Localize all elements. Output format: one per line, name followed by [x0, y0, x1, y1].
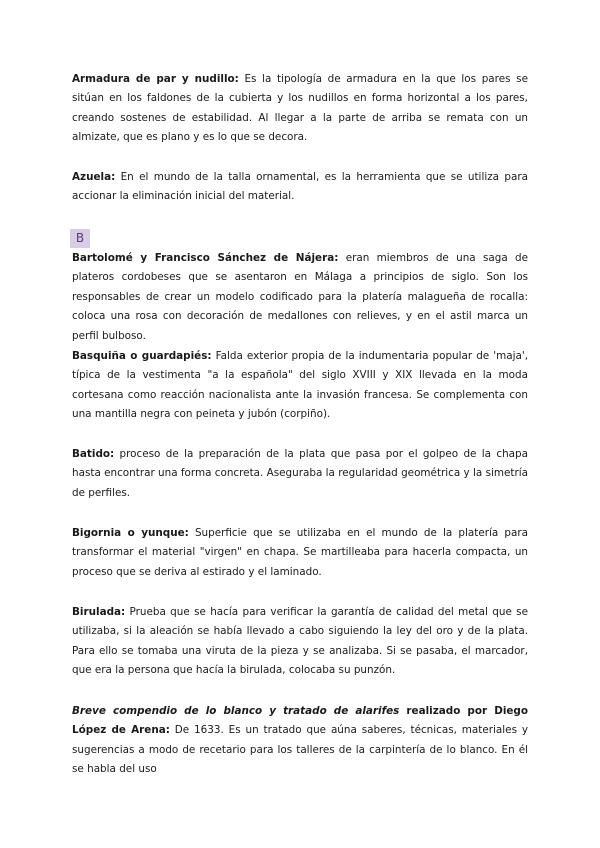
entry-term: Azuela: — [72, 171, 116, 183]
entry-term: Basquiña o guardapiés: — [72, 350, 212, 362]
entry-definition: De 1633. Es un tratado que aúna saberes, técnicas, materiales y sugerencias a modo de recetario para los talleres de la carpintería de lo blanco. En él se habla del uso — [72, 724, 528, 776]
glossary-entry-breve-compendio — [72, 702, 528, 780]
entry-definition: Falda exterior propia de la indumentaria popular de 'maja', típica de la vestimenta "a la española" del siglo XVIII y XIX llevada en la moda cortesana como reacción nacionalista ante la invasión francesa. Se complementa con una mantilla negra con peineta y jubón (corpiño). — [72, 350, 528, 421]
entry-term: Bartolomé y Francisco Sánchez de Nájera: — [72, 252, 339, 264]
entry-term: Birulada: — [72, 606, 126, 618]
entry-term: Armadura de par y nudillo: — [72, 73, 239, 85]
glossary-entry-armadura — [72, 70, 528, 148]
entry-definition: Es la tipología de armadura en la que los pares se sitúan en los faldones de la cubierta y los nudillos en forma horizontal a los pares, creando sostenes de estabilidad. Al llegar a la parte de arriba se remata con un almizate, que es plano y es lo que se decora. — [72, 73, 528, 144]
glossary-entry-bigornia — [72, 524, 528, 582]
glossary-entry-birulada — [72, 603, 528, 681]
section-letter-badge: B — [70, 229, 90, 248]
glossary-entry-batido — [72, 445, 528, 503]
entry-term: realizado por Diego López de Arena: — [72, 705, 529, 737]
entry-definition: eran miembros de una saga de plateros cordobeses que se asentaron en Málaga a principios de siglo. Son los responsables de crear un modelo codificado para la platería malagueña de rocalla: coloca una rosa con decoración de medallones con relieves, y en el astil marca un perfil bulboso. — [72, 252, 528, 342]
entry-definition: Superficie que se utilizaba en el mundo de la platería para transformar el material "virgen" en chapa. Se martilleaba para hacerla compacta, un proceso que se deriva al estirado y el laminado. — [72, 527, 528, 578]
glossary-entry-azuela — [72, 168, 528, 207]
glossary-entry-sanchez-de-najera — [72, 249, 528, 346]
entry-term: Bigornia o yunque: — [72, 527, 189, 539]
entry-definition: En el mundo de la talla ornamental, es la herramienta que se utiliza para accionar la eliminación inicial del material. — [72, 171, 528, 203]
entry-definition: proceso de la preparación de la plata que pasa por el golpeo de la chapa hasta encontrar una forma concreta. Aseguraba la regularidad geométrica y la simetría de perfiles. — [72, 448, 528, 499]
entry-definition: Prueba que se hacía para verificar la garantía de calidad del metal que se utilizaba, si la aleación se había llevado a cabo siguiendo la ley del oro y de la plata. Para ello se tomaba una viruta de la pieza y se analizaba. Si se pasaba, el marcador, que era la persona que hacía la birulada, colocaba su punzón. — [72, 606, 528, 677]
entry-term-italic: Breve compendio de lo blanco y tratado de alarifes — [72, 705, 400, 717]
glossary-entry-basquina — [72, 347, 528, 425]
entry-term: Batido: — [72, 448, 115, 460]
